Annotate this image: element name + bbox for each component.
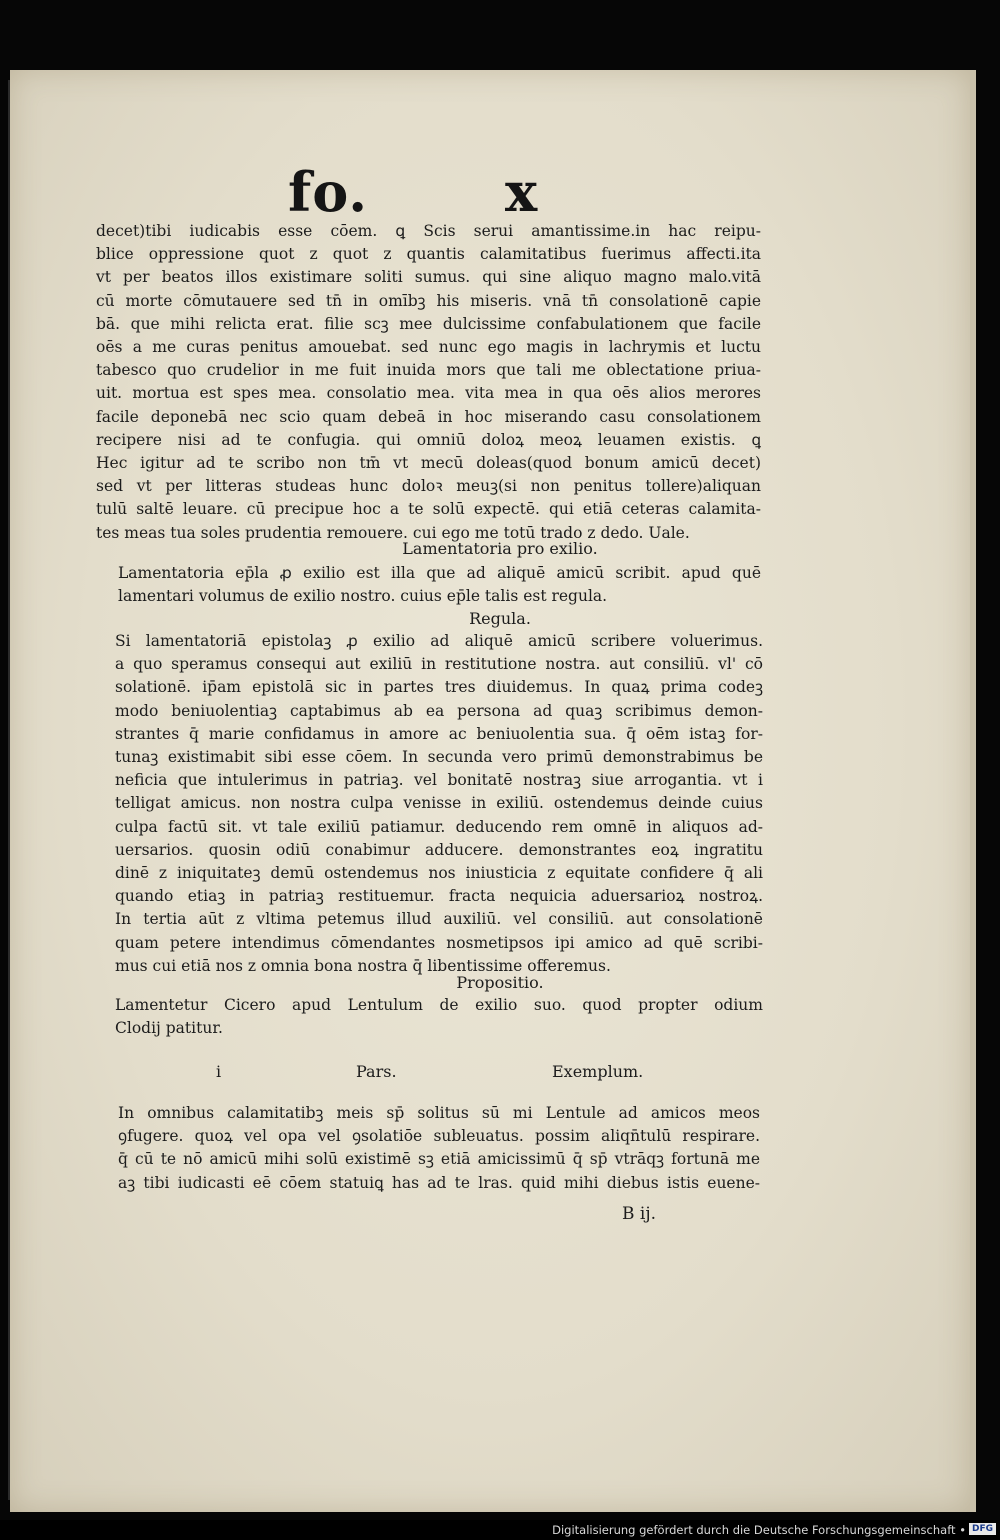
text-line: tulū saltē leuare. cū precipue hoc a te solū expectē. qui etiā ceteras calamita- [96,500,761,519]
text-line: oēs a me curas penitus amouebat. sed nunc ego magis in lachrymis et luctu [96,338,761,357]
text-line: vt per beatos illos existimare soliti sumus. qui sine aliquo magno malo.vitā [96,268,761,287]
text-line: dinē z iniquitateꝫ demū ostendemus nos iniusticia z equitate confidere q̄ ali [115,864,763,883]
folio-number: x [505,160,539,224]
text-line: culpa factū sit. vt tale exiliū patiamur. deducendo rem omnē in aliquos ad- [115,817,763,836]
heading-regula: Regula. [469,609,531,628]
pars-row [0,1062,1000,1088]
text-line: Hec igitur ad te scribo non tm̄ vt mecū doleas(quod bonum amicū decet) [96,454,761,473]
text-line: tes meas tua soles prudentia remouere. cui ego me totū trado z dedo. Uale. [96,523,690,542]
text-line: mus cui etiā nos z omnia bona nostra q̄ libentissime offeremus. [115,956,611,975]
text-line: facile deponebā nec scio quam debeā in hoc miserando casu consolationem [96,407,761,426]
section-mark: i [216,1062,222,1081]
paragraph-letter-body [96,220,761,545]
text-line: Si lamentatoriā epistolaꝫ ꝓ exilio ad aliquē amicū scribere voluerimus. [115,632,763,650]
text-line: uit. mortua est spes mea. consolatio mea. vita mea in qua oēs alios merores [96,384,761,403]
paragraph-propositio [115,994,763,1040]
text-line: aꝫ tibi iudicasti eē cōem statuiꝗ has ad te lras. quid mihi diebus istis euene- [118,1173,760,1192]
text-line: uersarios. quosin odiū conabimur adducere. demonstrantes eoꝝ ingratitu [115,840,763,859]
text-line: ꝯfugere. quoꝝ vel opa vel ꝯsolatiōe subleuatus. possim aliqn̄tulū respirare. [118,1127,760,1146]
text-line: telligat amicus. non nostra culpa venisse in exiliū. ostendemus deinde cuius [115,794,763,813]
text-line: q̄ cū te nō amicū mihi solū existimē sꝫ etiā amicissimū q̄ sp̄ vtrāqꝫ fortunā me [118,1150,760,1169]
signature-mark: B ij. [622,1204,657,1224]
heading-propositio: Propositio. [456,973,544,992]
text-line: Lamentatoria ep̄la ꝓ exilio est illa que ad aliquē amicū scribit. apud quē [118,564,761,582]
folio-label: fo. [288,160,369,224]
funding-credit: Digitalisierung gefördert durch die Deutsche Forschungsgemeinschaft • [552,1523,966,1537]
heading-lamentatoria: Lamentatoria pro exilio. [402,539,598,558]
text-line: cū morte cōmutauere sed tn̄ in omībꝫ his miseris. vnā tn̄ consolationē capie [96,291,761,310]
text-line: Lamentetur Cicero apud Lentulum de exilio suo. quod propter odium [115,996,763,1014]
paragraph-exemplum [118,1102,760,1195]
text-line: sed vt per litteras studeas hunc doloꝛ meuꝫ(si non penitus tollere)aliquan [96,477,761,496]
text-line: neficia que intulerimus in patriaꝫ. vel bonitatē nostraꝫ siue arrogantia. vt i [115,771,763,790]
text-line: blice oppressione quot z quot z quantis calamitatibus fuerimus affecti.ita [96,245,761,264]
text-line: tabesco quo crudelior in me fuit inuida mors que tali me oblectatione priua- [96,361,761,380]
text-line: strantes q̄ marie confidamus in amore ac beniuolentia sua. q̄ oēm istaꝫ for- [115,724,763,743]
exemplum-label: Exemplum. [552,1062,644,1081]
text-line: recipere nisi ad te confugia. qui omniū doloꝝ meoꝝ leuamen existis. ꝗ [96,430,761,449]
text-line: In tertia aūt z vltima petemus illud auxiliū. vel consiliū. aut consolationē [115,910,763,929]
text-line: tunaꝫ existimabit sibi esse cōem. In secunda vero primū demonstrabimus be [115,748,763,767]
text-line: quam petere intendimus cōmendantes nosmetipsos ipi amico ad quē scribi- [115,933,763,952]
text-line: bā. que mihi relicta erat. filie scꝫ mee dulcissime confabulationem que facile [96,314,761,333]
pars-label: Pars. [356,1062,397,1081]
paragraph-definition [118,562,761,608]
paragraph-regula [115,630,763,978]
text-line: quando etiaꝫ in patriaꝫ restituemur. fracta nequicia aduersarioꝝ nostroꝝ. [115,887,763,906]
text-line: lamentari volumus de exilio nostro. cuius ep̄le talis est regula. [118,587,608,606]
footer-bar [0,1520,1000,1540]
text-line: a quo speramus consequi aut exiliū in restitutione nostra. aut consiliū. vl' cō [115,655,763,674]
text-line: In omnibus calamitatibꝫ meis sp̄ solitus sū mi Lentule ad amicos meos [118,1104,760,1122]
text-line: Clodij patitur. [115,1019,223,1038]
text-line: decet)tibi iudicabis esse cōem. ꝗ Scis serui amantissime.in hac reipu- [96,222,761,240]
dfg-logo: DFG [969,1523,996,1535]
text-line: modo beniuolentiaꝫ captabimus ab ea persona ad quaꝫ scribimus demon- [115,701,763,720]
text-line: solationē. ip̄am epistolā sic in partes tres diuidemus. In quaꝝ prima codeꝫ [115,678,763,697]
